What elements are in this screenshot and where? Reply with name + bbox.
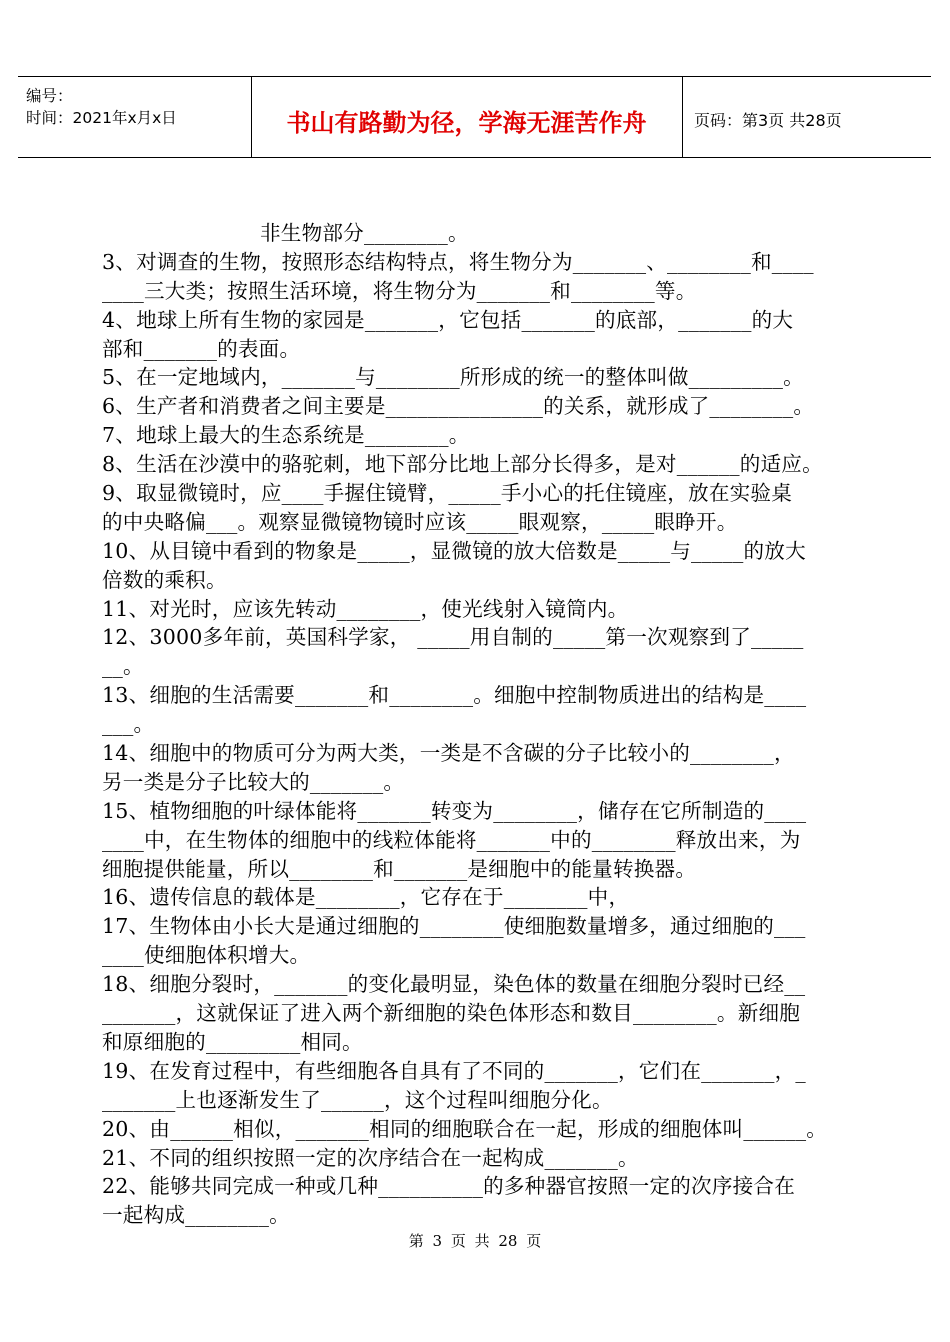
question-line: 的中央略偏___。观察显微镜物镜时应该_____眼观察，_____眼睁开。 bbox=[102, 509, 738, 534]
time-label: 时间：2021年x月x日 bbox=[26, 109, 177, 127]
question-line: ___。 bbox=[102, 712, 155, 737]
question-line: 细胞提供能量，所以________和_______是细胞中的能量转换器。 bbox=[102, 856, 697, 881]
question-line: ____中，在生物体的细胞中的线粒体能将_______中的________释放出来，为 bbox=[102, 827, 801, 852]
question-line: 一起构成________。 bbox=[102, 1203, 290, 1228]
code-label: 编号： bbox=[26, 87, 73, 105]
page-footer: 第 3 页 共 28 页 bbox=[408, 1232, 542, 1250]
question-line: 18、细胞分裂时，_______的变化最明显，染色体的数量在细胞分裂时已经__ bbox=[102, 972, 806, 997]
question-line: ____三大类；按照生活环境，将生物分为_______和________等。 bbox=[102, 278, 697, 303]
question-line: 14、细胞中的物质可分为两大类，一类是不含碳的分子比较小的________， bbox=[102, 741, 795, 766]
question-line: 17、生物体由小长大是通过细胞的________使细胞数量增多，通过细胞的___ bbox=[102, 914, 806, 939]
header-motto-cell bbox=[251, 77, 683, 157]
question-line: 3、对调查的生物，按照形态结构特点，将生物分为_______、________和____ bbox=[102, 249, 814, 274]
question-line: 22、能够共同完成一种或几种__________的多种器官按照一定的次序接合在 bbox=[102, 1174, 796, 1199]
question-line: _______上也逐渐发生了______，这个过程叫细胞分化。 bbox=[102, 1087, 613, 1112]
header-meta-cell bbox=[18, 77, 252, 157]
question-line: 11、对光时，应该先转动________，使光线射入镜筒内。 bbox=[102, 596, 629, 621]
question-line: 和原细胞的_________相同。 bbox=[102, 1029, 363, 1054]
question-line: 15、植物细胞的叶绿体能将_______转变为________，储存在它所制造的____ bbox=[102, 798, 807, 823]
question-line: 5、在一定地域内，_______与________所形成的统一的整体叫做_________。 bbox=[102, 365, 804, 390]
question-line: 12、3000多年前，英国科学家， _____用自制的_____第一次观察到了_____ bbox=[102, 625, 804, 650]
question-line: 部和_______的表面。 bbox=[102, 336, 301, 361]
question-line: 8、生活在沙漠中的骆驼刺，地下部分比地上部分长得多，是对______的适应。 bbox=[102, 452, 823, 477]
question-line: 另一类是分子比较大的_______。 bbox=[102, 769, 405, 794]
question-line: 9、取显微镜时，应____手握住镜臂，_____手小心的托住镜座，放在实验桌 bbox=[102, 481, 792, 506]
question-line: 4、地球上所有生物的家园是_______，它包括_______的底部，_______的大 bbox=[102, 307, 794, 332]
question-line: 21、不同的组织按照一定的次序结合在一起构成_______。 bbox=[102, 1145, 639, 1170]
page-info: 页码：第3页 共28页 bbox=[694, 111, 842, 130]
motto-text: 书山有路勤为径，学海无涯苦作舟 bbox=[286, 109, 647, 137]
header-table bbox=[18, 76, 931, 158]
question-line: __。 bbox=[102, 654, 144, 679]
question-line: 19、在发育过程中，有些细胞各自具有了不同的_______，它们在_______，_ bbox=[102, 1058, 806, 1083]
question-line: 6、生产者和消费者之间主要是_______________的关系，就形成了________。 bbox=[102, 394, 815, 419]
question-line: 非生物部分________。 bbox=[260, 221, 469, 245]
question-list bbox=[102, 219, 852, 1230]
header-page-cell bbox=[682, 77, 931, 157]
question-line: 16、遗传信息的载体是________，它存在于________中， bbox=[102, 885, 630, 910]
question-line: 倍数的乘积。 bbox=[102, 567, 227, 592]
question-line: ____使细胞体积增大。 bbox=[102, 943, 311, 968]
question-line: 10、从目镜中看到的物象是_____，显微镜的放大倍数是_____与_____的放大 bbox=[102, 538, 806, 563]
question-line: 20、由______相似，_______相同的细胞联合在一起，形成的细胞体叫______。 bbox=[102, 1116, 828, 1141]
question-line: 13、细胞的生活需要_______和________。细胞中控制物质进出的结构是____ bbox=[102, 683, 807, 708]
question-line: _______，这就保证了进入两个新细胞的染色体形态和数目________。新细胞 bbox=[102, 1001, 801, 1026]
question-line: 7、地球上最大的生态系统是________。 bbox=[102, 423, 470, 448]
